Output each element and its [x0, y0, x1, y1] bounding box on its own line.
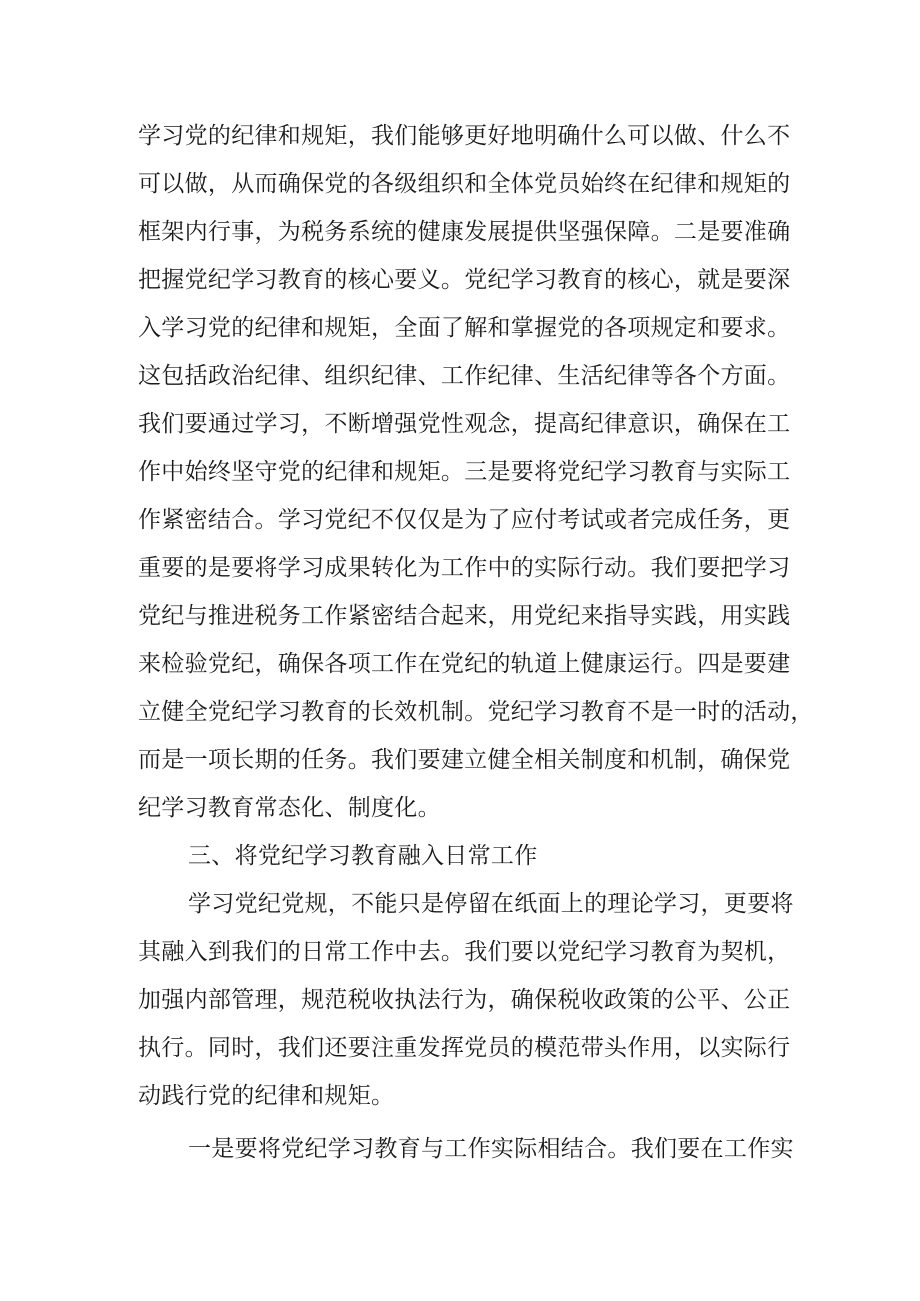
text-line: 可以做，从而确保党的各级组织和全体党员始终在纪律和规矩的	[138, 171, 791, 197]
text-line: 执行。同时，我们还要注重发挥党员的模范带头作用，以实际行	[138, 1035, 791, 1061]
text-line: 党纪与推进税务工作紧密结合起来，用党纪来指导实践，用实践	[138, 603, 791, 629]
text-line: 学习党纪党规，不能只是停留在纸面上的理论学习，更要将	[188, 891, 794, 917]
text-line: 作紧密结合。学习党纪不仅仅是为了应付考试或者完成任务，更	[138, 507, 791, 533]
text-line: 作中始终坚守党的纪律和规矩。三是要将党纪学习教育与实际工	[138, 459, 791, 485]
text-line: 学习党的纪律和规矩，我们能够更好地明确什么可以做、什么不	[138, 123, 791, 149]
text-line: 立健全党纪学习教育的长效机制。党纪学习教育不是一时的活动，	[138, 699, 814, 725]
text-line: 入学习党的纪律和规矩，全面了解和掌握党的各项规定和要求。	[138, 315, 791, 341]
text-line: 其融入到我们的日常工作中去。我们要以党纪学习教育为契机，	[138, 939, 791, 965]
text-line: 纪学习教育常态化、制度化。	[138, 795, 441, 821]
text-line: 重要的是要将学习成果转化为工作中的实际行动。我们要把学习	[138, 555, 791, 581]
text-line: 一是要将党纪学习教育与工作实际相结合。我们要在工作实	[188, 1136, 794, 1162]
text-line: 这包括政治纪律、组织纪律、工作纪律、生活纪律等各个方面。	[138, 363, 791, 389]
text-line: 来检验党纪，确保各项工作在党纪的轨道上健康运行。四是要建	[138, 651, 791, 677]
text-line: 加强内部管理，规范税收执法行为，确保税收政策的公平、公正	[138, 987, 791, 1013]
text-line: 把握党纪学习教育的核心要义。党纪学习教育的核心，就是要深	[138, 267, 791, 293]
text-line: 框架内行事，为税务系统的健康发展提供坚强保障。二是要准确	[138, 219, 791, 245]
text-line: 我们要通过学习，不断增强党性观念，提高纪律意识，确保在工	[138, 411, 791, 437]
text-line: 而是一项长期的任务。我们要建立健全相关制度和机制，确保党	[138, 747, 791, 773]
section-heading: 三、将党纪学习教育融入日常工作	[188, 843, 538, 869]
text-line: 动践行党的纪律和规矩。	[138, 1083, 395, 1109]
